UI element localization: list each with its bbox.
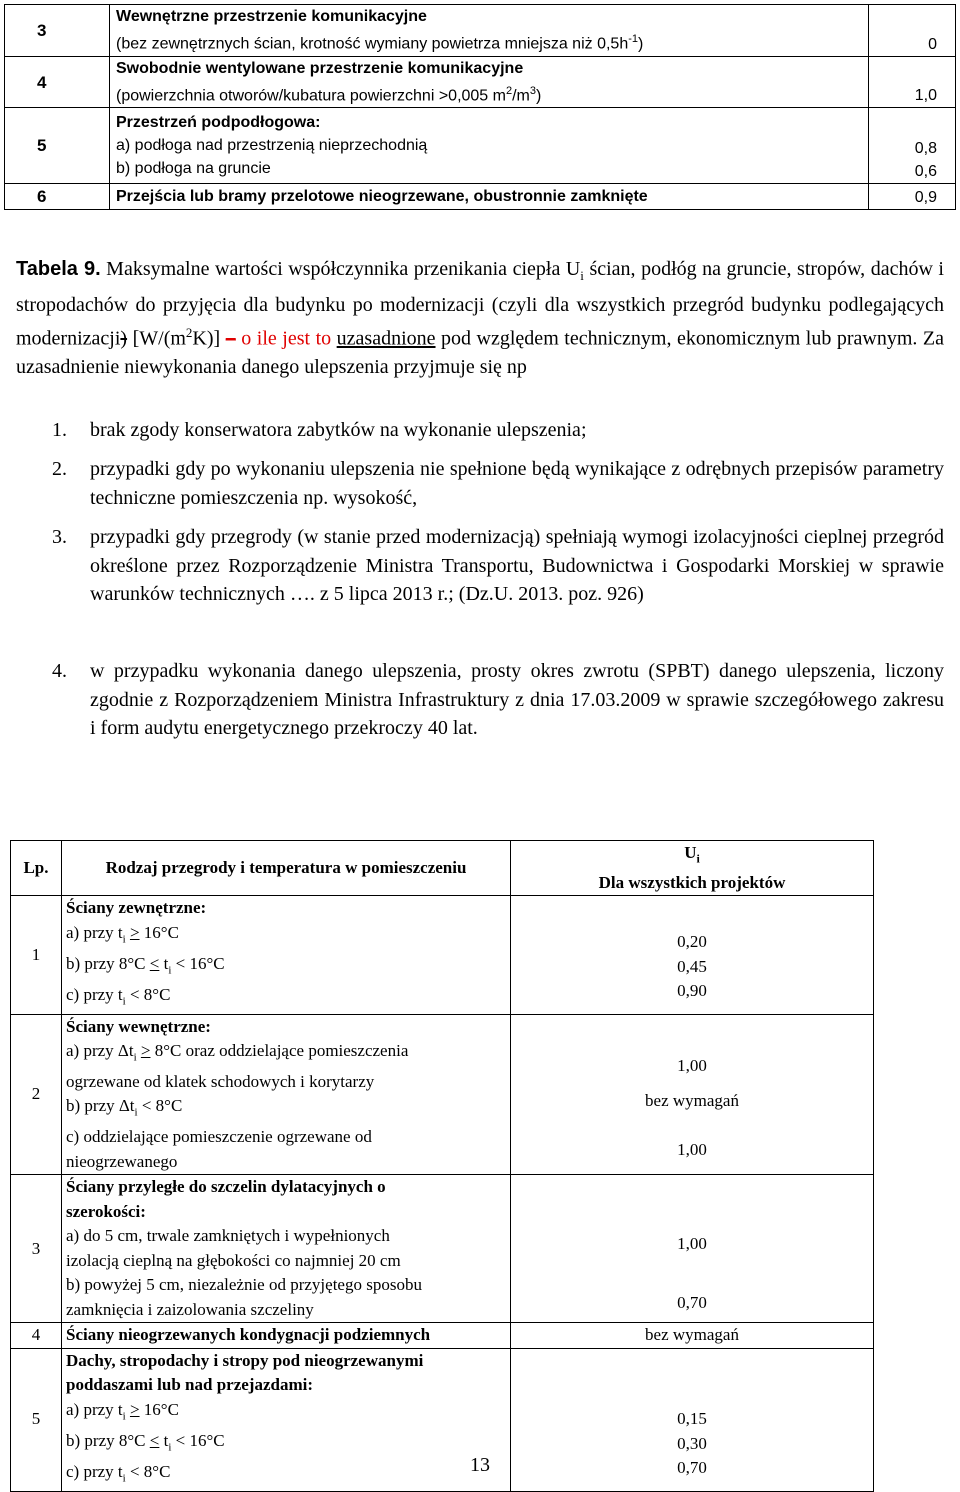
row-number: 3	[5, 5, 110, 57]
u-values-table	[10, 840, 874, 1492]
list-item: 4. w przypadku wykonania danego ulepszenia, prosty okres zwrotu (SPBT) danego ulepszenia, liczony zgodnie z Rozporządzeniem Ministra Infrastruktury z dnia 17.03.2009 w sprawie szczegółowego zakresu i form audytu energetycznego przekroczy 40 lat.	[52, 660, 944, 739]
row-values: bez wymagań	[511, 1323, 874, 1349]
table-header-row	[11, 841, 874, 896]
row-item-a: a) podłoga nad przestrzenią nieprzechodnią	[116, 137, 428, 155]
row-lp: 1	[11, 896, 62, 1014]
table-row	[5, 5, 956, 57]
row-values: 1,00 0,70	[511, 1175, 874, 1323]
header-u: $U_i$ Dla wszystkich projektów	[511, 841, 874, 896]
row-title: Swobodnie wentylowane przestrzenie komunikacyjne	[116, 60, 524, 77]
table-9-caption: Tabela 9. Maksymalne wartości współczynnika przenikania ciepła $U_i$ ścian, podłóg na gruncie, stropów, dachów i stropodachów do przyjęcia dla budynku po modernizacji (czyli dla wszystkich przegród budynku podlegających modernizacji) $[W/(m^2K)]$ – o ile jest to uzasadnione pod względem technicznym, ekonomicznym lub prawnym. Za uzasadnienie niewykonania danego ulepszenia przyjmuje się np	[16, 258, 945, 379]
row-values: 0,15 0,30 0,70	[511, 1348, 874, 1491]
row-value: 0,9	[869, 184, 956, 210]
row-title: Przestrzeń podpodłogowa:	[116, 114, 321, 132]
ventilation-factor-table	[4, 4, 956, 210]
row-description	[110, 57, 869, 108]
row-value-a: 0,8	[914, 140, 937, 158]
caption-label: Tabela 9.	[16, 258, 101, 280]
list-item: 1. brak zgody konserwatora zabytków na wykonanie ulepszenia;	[52, 419, 587, 441]
inserted-text: – o ile jest to	[225, 327, 332, 350]
row-title: Przejścia lub bramy przelotowe nieogrzewane, obustronnie zamknięte	[110, 184, 869, 210]
row-subtitle: (powierzchnia otworów/kubatura powierzchni >0,005 $m^2/m^3$)	[116, 85, 542, 105]
page-number: 13	[470, 1454, 490, 1476]
row-value	[869, 108, 956, 184]
row-description	[110, 5, 869, 57]
table-row	[11, 1175, 874, 1323]
row-title: Wewnętrzne przestrzenie komunikacyjne	[116, 8, 427, 26]
row-desc: Ściany przyległe do szczelin dylatacyjnych o szerokości: a) do 5 cm, trwale zamkniętych i wypełnionych izolacją cieplną na głębokości co najmniej 20 cm b) powyżej 5 cm, niezależnie od przyjętego sposobu zamknięcia i zaizolowania szczeliny	[62, 1175, 511, 1323]
row-desc: Ściany zewnętrzne: a) przy $t_i > 16^\circ C$ b) przy $8^\circ C < t_i < 16^\circ C$ c) przy $t_i < 8^\circ C$	[62, 896, 511, 1014]
row-description	[110, 108, 869, 184]
row-values: 0,20 0,45 0,90	[511, 896, 874, 1014]
row-desc: Ściany wewnętrzne: a) przy $\Delta t_i > 8^\circ C$ oraz oddzielające pomieszczenia ogrzewane od klatek schodowych i korytarzy b) przy $\Delta t_i < 8^\circ C$ c) oddzielające pomieszczenie ogrzewane od nieogrzewanego	[62, 1014, 511, 1175]
row-value: 1,0	[869, 57, 956, 108]
row-value: 0	[869, 5, 956, 57]
row-lp: 4	[11, 1323, 62, 1349]
row-lp: 5	[11, 1348, 62, 1491]
table-row	[5, 108, 956, 184]
row-item-b: b) podłoga na gruncie	[116, 160, 271, 178]
row-lp: 3	[11, 1175, 62, 1323]
row-number: 6	[5, 184, 110, 210]
list-item: 2. przypadki gdy po wykonaniu ulepszenia nie spełnione będą wynikające z odrębnych przepisów parametry techniczne pomieszczenia np. wysokość,	[52, 458, 944, 509]
table-row	[11, 896, 874, 1014]
row-subtitle: (bez zewnętrznych ścian, krotność wymiany powietrza mniejsza niż $0,5h^{-1}$)	[116, 33, 644, 53]
header-lp: Lp.	[11, 841, 62, 896]
row-values: 1,00 bez wymagań 1,00	[511, 1014, 874, 1175]
list-item: 3. przypadki gdy przegrody (w stanie przed modernizacją) spełniają wymogi izolacyjności cieplnej przegród określone przez Rozporządzenie Ministra Transportu, Budownictwa i Gospodarki Morskiej w sprawie warunków technicznych …. z 5 lipca 2013 r.; (Dz.U. 2013. poz. 926)	[52, 526, 944, 605]
row-desc: Ściany nieogrzewanych kondygnacji podziemnych	[62, 1323, 511, 1349]
row-value-b: 0,6	[914, 163, 937, 181]
table-row	[5, 184, 956, 210]
table-row	[11, 1323, 874, 1349]
row-desc: Dachy, stropodachy i stropy pod nieogrzewanymi poddaszami lub nad przejazdami: a) przy $t_i > 16^\circ C$ b) przy $8^\circ C < t_i < 16^\circ C$ c) przy $t_i < 8^\circ C$	[62, 1348, 511, 1491]
header-desc: Rodzaj przegrody i temperatura w pomieszczeniu	[62, 841, 511, 896]
underlined-text: uzasadnione	[336, 327, 436, 350]
table-row	[5, 57, 956, 108]
row-number: 5	[5, 108, 110, 184]
table-row	[11, 1014, 874, 1175]
row-lp: 2	[11, 1014, 62, 1175]
row-number: 4	[5, 57, 110, 108]
